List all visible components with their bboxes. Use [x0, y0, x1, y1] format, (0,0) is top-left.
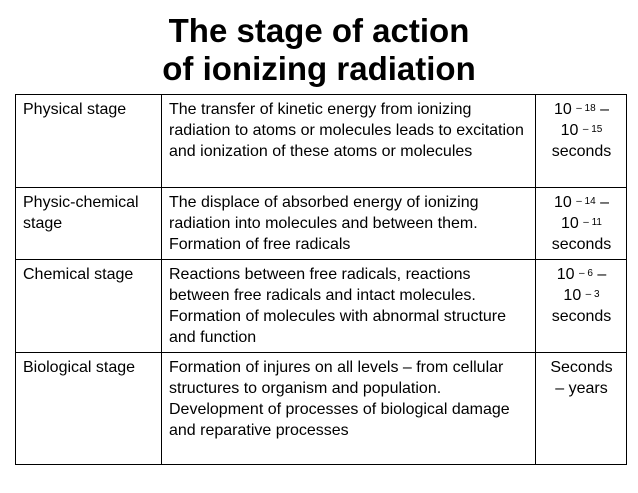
exponent: – 11	[583, 217, 602, 228]
duration-unit: seconds	[551, 236, 612, 253]
duration-cell	[536, 260, 627, 353]
description-text: The displace of absorbed energy of ionizing radiation into molecules and between them.	[169, 194, 479, 232]
duration-cell	[536, 353, 627, 465]
stages-table	[15, 94, 627, 465]
stage-name-cell: Physic-chemical stage	[16, 188, 162, 260]
duration-unit: seconds	[551, 308, 612, 325]
description-cell	[162, 95, 536, 188]
title-line-1: The stage of action	[168, 12, 470, 49]
description-text: Development of processes of biological damage and reparative processes	[169, 401, 510, 439]
duration-to: 10 $^{- 15}$	[560, 122, 603, 139]
stage-name-cell: Physical stage	[16, 95, 162, 188]
table-row-chemical	[16, 260, 627, 353]
duration-to: 10 $^{- 11}$	[561, 215, 602, 232]
title-line-2: of ionizing radiation	[162, 50, 476, 87]
stage-name-cell: Chemical stage	[16, 260, 162, 353]
duration-cell	[536, 188, 627, 260]
description-text: Formation of free radicals	[169, 236, 351, 253]
description-text: The transfer of kinetic energy from ionizing radiation to atoms or molecules leads to excitation and ionization of these atoms or molecules	[169, 101, 524, 160]
table-row-biological	[16, 353, 627, 465]
duration-from: 10 $^{- 14}$ –	[553, 194, 610, 211]
duration-cell	[536, 95, 627, 188]
description-cell	[162, 260, 536, 353]
exponent: – 14	[576, 196, 596, 207]
duration-from: 10 $^{- 18}$ –	[553, 101, 610, 118]
duration-to: 10 $^{- 3}$	[563, 287, 600, 304]
slide-title	[0, 12, 638, 88]
duration-to: – years	[555, 380, 608, 397]
table-row-physical	[16, 95, 627, 188]
description-text: Formation of molecules with abnormal structure and function	[169, 308, 507, 346]
exponent: – 18	[576, 103, 596, 114]
stage-name-cell: Biological stage	[16, 353, 162, 465]
duration-from: Seconds	[550, 359, 613, 376]
duration-from: 10 $^{- 6}$ –	[556, 266, 607, 283]
exponent: – 6	[578, 268, 593, 279]
exponent: – 15	[582, 124, 603, 135]
description-cell	[162, 188, 536, 260]
table-row-physic-chemical	[16, 188, 627, 260]
duration-unit: seconds	[551, 143, 612, 160]
description-text: Formation of injures on all levels – from cellular structures to organism and population.	[169, 359, 504, 397]
description-text: Reactions between free radicals, reactions between free radicals and intact molecules.	[169, 266, 476, 304]
description-cell	[162, 353, 536, 465]
exponent: – 3	[585, 289, 600, 300]
